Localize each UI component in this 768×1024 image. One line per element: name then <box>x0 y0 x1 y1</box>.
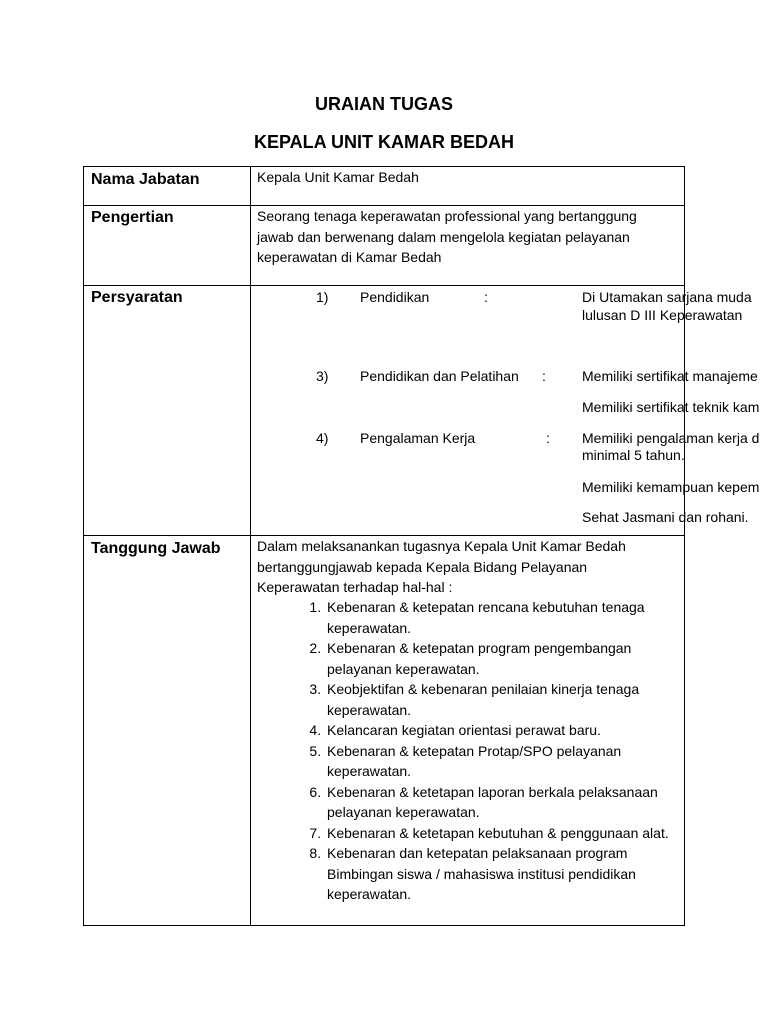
pengertian-line: Seorang tenaga keperawatan professional yang bertanggung <box>257 208 637 224</box>
nama-jabatan-label: Nama Jabatan <box>91 171 200 188</box>
pengertian-line: keperawatan di Kamar Bedah <box>257 249 442 265</box>
list-item: 1. Kebenaran & ketepatan rencana kebutuhan tenaga keperawatan. <box>325 597 677 638</box>
requirement-detail: Memiliki sertifikat teknik kam <box>582 399 760 415</box>
requirement-number: 3) <box>316 368 329 384</box>
requirement-name: Pendidikan dan Pelatihan <box>360 368 519 384</box>
tanggung-jawab-intro <box>257 536 677 598</box>
tanggung-jawab-label: Tanggung Jawab <box>91 540 221 557</box>
requirement-detail: minimal 5 tahun. <box>582 447 685 463</box>
requirement-detail: Memiliki pengalaman kerja d <box>582 430 760 446</box>
requirement-detail: lulusan D III Keperawatan <box>582 307 743 323</box>
list-item: 5. Kebenaran & ketepatan Protap/SPO pelayanan keperawatan. <box>325 741 677 782</box>
list-item: 2. Kebenaran & ketepatan program pengembangan pelayanan keperawatan. <box>325 638 677 679</box>
pengertian-text <box>257 206 677 268</box>
job-description-table <box>83 166 760 926</box>
requirement-detail: Sehat Jasmani dan rohani. <box>582 509 749 525</box>
requirement-number: 1) <box>316 289 329 305</box>
responsibility-list <box>257 597 677 905</box>
persyaratan-label: Persyaratan <box>91 289 183 306</box>
list-item: 6. Kebenaran & ketetapan laporan berkala pelaksanaan pelayanan keperawatan. <box>325 782 677 823</box>
requirement-detail: Memiliki sertifikat manajeme <box>582 368 758 384</box>
requirement-colon: : <box>484 289 488 305</box>
list-item: 3. Keobjektifan & kebenaran penilaian kinerja tenaga keperawatan. <box>325 679 677 720</box>
intro-line: Dalam melaksanankan tugasnya Kepala Unit Kamar Bedah <box>257 538 626 554</box>
intro-line: bertanggungjawab kepada Kepala Bidang Pelayanan <box>257 558 588 575</box>
requirement-detail: Di Utamakan sarjana muda <box>582 289 752 305</box>
list-item: 8. Kebenaran dan ketepatan pelaksanaan program Bimbingan siswa / mahasiswa institusi pendidikan keperawatan. <box>325 843 677 905</box>
document-title: URAIAN TUGAS <box>315 94 453 114</box>
document-subtitle: KEPALA UNIT KAMAR BEDAH <box>254 132 514 152</box>
row-divider <box>84 285 684 286</box>
nama-jabatan-value: Kepala Unit Kamar Bedah <box>257 169 419 185</box>
pengertian-line: jawab dan berwenang dalam mengelola kegiatan pelayanan <box>257 228 630 245</box>
list-item: 4. Kelancaran kegiatan orientasi perawat baru. <box>325 720 677 741</box>
requirement-name: Pendidikan <box>360 289 430 305</box>
pengertian-label: Pengertian <box>91 209 174 226</box>
column-divider <box>250 167 251 925</box>
requirement-colon: : <box>542 368 546 384</box>
intro-line: Keperawatan terhadap hal-hal : <box>257 579 453 595</box>
requirement-detail: Memiliki kemampuan kepem <box>582 479 760 495</box>
requirement-colon: : <box>546 430 550 446</box>
requirement-number: 4) <box>316 430 329 446</box>
list-item: 7. Kebenaran & ketetapan kebutuhan & penggunaan alat. <box>325 823 677 844</box>
requirement-name: Pengalaman Kerja <box>360 430 476 446</box>
